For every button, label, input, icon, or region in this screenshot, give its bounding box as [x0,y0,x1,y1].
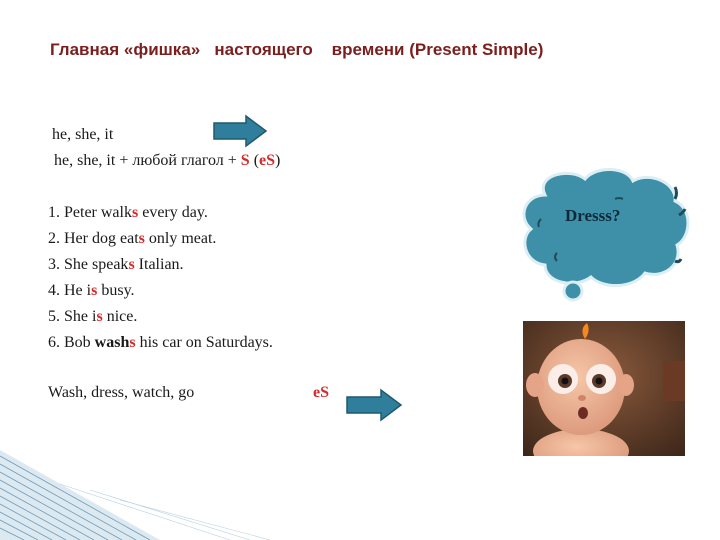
example-text: Peter walk [64,204,132,221]
speech-bubble-icon [515,165,695,305]
example-1 [48,204,208,222]
decorative-pattern [0,450,720,540]
bubble-text: Dresss? [565,206,621,225]
example-text: every day. [138,204,208,221]
example-text: Italian. [134,256,184,273]
example-4 [48,282,135,300]
rule-text: he, she, it + любой глагол + [50,152,241,169]
example-num: 5. [48,308,64,325]
example-num: 6. [48,334,64,351]
example-text: Bob [64,334,95,351]
example-text: only meat. [144,230,217,247]
paren-close: ) [275,152,281,169]
rule-line-2 [50,152,280,170]
example-3 [48,256,184,274]
example-text: nice. [102,308,138,325]
example-num: 2. [48,230,64,247]
example-text: Her dog eat [64,230,139,247]
paren-open: ( [249,152,260,169]
example-text: She speak [64,256,129,273]
example-num: 4. [48,282,64,299]
example-ending: s [129,334,136,351]
example-text: He i [64,282,92,299]
example-text: She i [64,308,97,325]
slide-title: Главная «фишка» настоящего времени (Present Simple) [50,40,544,59]
example-text: busy. [97,282,135,299]
example-ending: s [131,204,139,221]
baby-photo [523,321,685,456]
suffix-s: S [240,152,250,169]
suffix-es: eS [259,152,276,169]
example-num: 1. [48,204,64,221]
example-ending: s [96,308,103,325]
rule-line-1: he, she, it [52,126,114,143]
example-ending: s [138,230,145,247]
example-2 [48,230,216,248]
example-6 [48,334,273,352]
arrow-right-icon [345,388,403,422]
example-num: 3. [48,256,64,273]
verbs-suffix: eS [313,384,329,401]
example-5 [48,308,137,326]
example-ending: s [128,256,135,273]
arrow-right-icon [212,114,268,148]
example-ending: s [91,282,98,299]
example-text: his car on Saturdays. [135,334,273,351]
verbs-line: Wash, dress, watch, go [48,384,195,401]
example-verb: wash [94,334,130,351]
